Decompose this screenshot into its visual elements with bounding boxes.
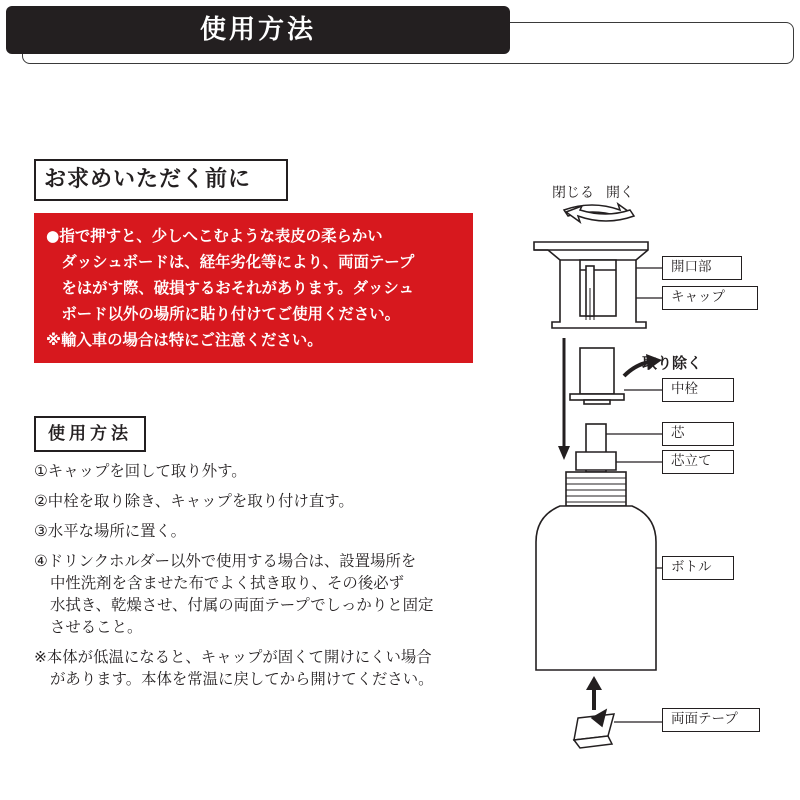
notice-line: ダッシュボードは、経年劣化等により、両面テープ [46, 253, 415, 271]
wick-icon [576, 424, 616, 472]
rotate-arrows-icon [564, 204, 634, 222]
how-to-use-heading: 使用方法 [34, 416, 146, 452]
instruction-text: ②中栓を取り除き、キャップを取り付け直す。 [34, 492, 354, 510]
part-label-wick: 芯 [662, 422, 734, 446]
instruction-text: ※本体が低温になると、キャップが固くて開けにくい場合 [34, 648, 432, 666]
bottle-icon [536, 472, 656, 670]
part-label-double-sided-tape: 両面テープ [662, 708, 760, 732]
before-purchase-heading: お求めいただく前に [34, 159, 288, 201]
instruction-step-4 [34, 550, 482, 638]
instruction-text: 中性洗剤を含ませた布でよく拭き取り、その後必ず [50, 574, 404, 592]
cap-shape-icon [534, 242, 648, 328]
part-label-cap: キャップ [662, 286, 758, 310]
part-label-bottle: ボトル [662, 556, 734, 580]
product-diagram [520, 170, 800, 800]
instruction-text: ③水平な場所に置く。 [34, 522, 187, 540]
page-title: 使用方法 [6, 6, 510, 54]
instruction-step-1 [34, 460, 482, 482]
caution-notice [34, 213, 473, 363]
double-sided-tape-icon [574, 710, 614, 748]
instruction-text: ④ドリンクホルダー以外で使用する場合は、設置場所を [34, 552, 417, 570]
instruction-text: させること。 [50, 618, 143, 636]
instruction-step-3 [34, 520, 482, 542]
diagram-drawing [520, 170, 800, 800]
instruction-text: ①キャップを回して取り外す。 [34, 462, 247, 480]
instruction-list [34, 460, 482, 698]
part-label-opening: 開口部 [662, 256, 742, 280]
instruction-text: があります。本体を常温に戻してから開けてください。 [50, 670, 434, 688]
notice-line: ※輸入車の場合は特にご注意ください。 [46, 331, 323, 349]
notice-line: をはがす際、破損するおそれがあります。ダッシュ [46, 279, 414, 297]
part-label-wick-stand: 芯立て [662, 450, 734, 474]
instruction-step-2 [34, 490, 482, 512]
notice-line: ●指で押すと、少しへこむような表皮の柔らかい [46, 227, 383, 245]
remove-label: 取り除く [642, 354, 703, 372]
instruction-text: 水拭き、乾燥させ、付属の両面テープでしっかりと固定 [50, 596, 434, 614]
notice-line: ボード以外の場所に貼り付けてご使用ください。 [46, 305, 400, 323]
close-label: 閉じる [552, 185, 594, 201]
open-label: 開く [606, 185, 634, 201]
inner-plug-icon [570, 348, 624, 404]
part-label-inner-plug: 中栓 [662, 378, 734, 402]
instruction-note [34, 646, 482, 690]
